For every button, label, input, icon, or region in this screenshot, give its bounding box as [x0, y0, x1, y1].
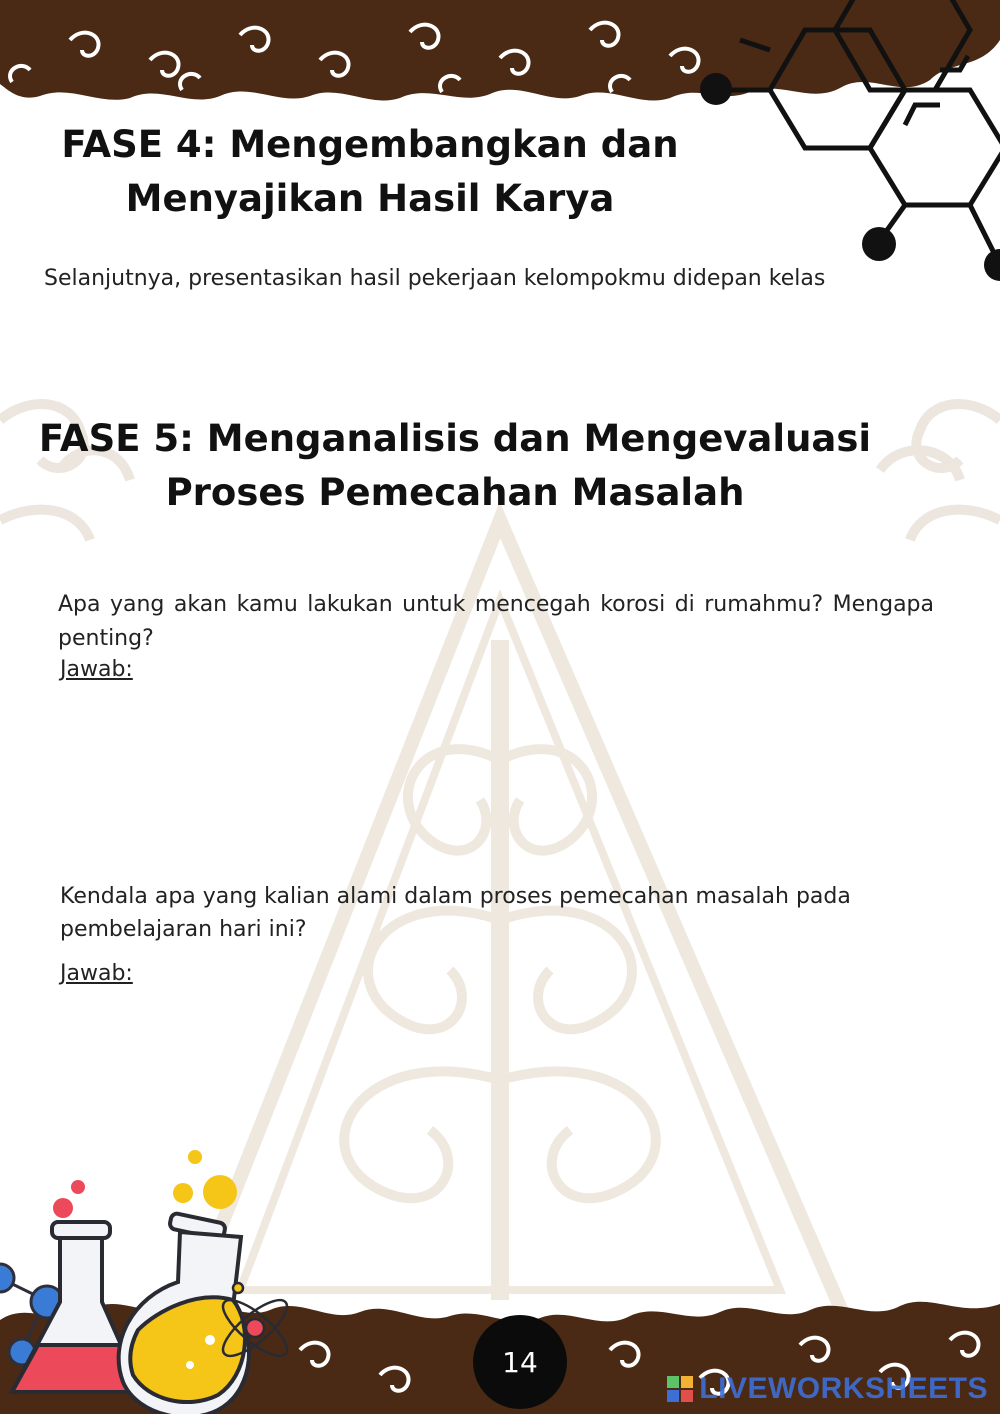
watermark-text: LIVEWORKSHEETS: [699, 1372, 988, 1405]
question-1: Apa yang akan kamu lakukan untuk mencegah korosi di rumahmu? Mengapa penting?: [58, 592, 934, 651]
answer-2-label: Jawab:: [60, 961, 133, 986]
answer-1-label: Jawab:: [60, 657, 133, 682]
answer-2-field[interactable]: [60, 1004, 930, 1154]
question-2: Kendala apa yang kalian alami dalam proses pemecahan masalah pada pembelajaran hari ini?: [60, 884, 851, 942]
phase5-title-line1: FASE 5: Menganalisis dan Mengevaluasi: [38, 417, 872, 460]
page-number: 14: [502, 1345, 538, 1379]
page-number-badge: [473, 1315, 567, 1409]
phase5-title-line2: Proses Pemecahan Masalah: [165, 470, 745, 514]
phase5-title: [10, 412, 900, 519]
answer-1-field[interactable]: [60, 700, 930, 850]
liveworksheets-watermark: [667, 1372, 988, 1406]
phase4-instruction: Selanjutnya, presentasikan hasil pekerjaan kelompokmu didepan kelas: [44, 266, 826, 291]
phase4-title: [30, 118, 710, 225]
liveworksheets-logo-icon: [667, 1376, 693, 1402]
phase4-title-line1: FASE 4: Mengembangkan dan: [61, 123, 679, 166]
phase4-title-line2: Menyajikan Hasil Karya: [125, 176, 615, 220]
